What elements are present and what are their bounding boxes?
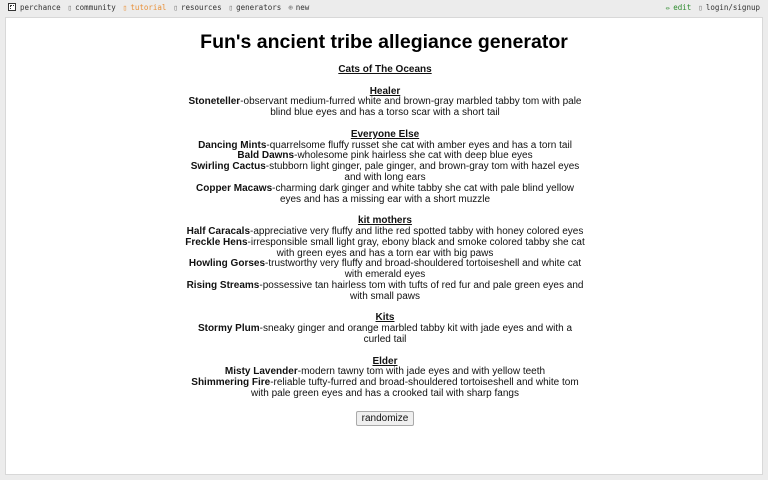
nav-left (8, 3, 309, 12)
cat-description: -quarrelsome fluffy russet she cat with amber eyes and has a torn tail (266, 139, 572, 151)
cat-entry (185, 259, 585, 281)
clan-name: Cats of The Oceans (338, 64, 432, 75)
user-icon: ▯ (698, 3, 703, 12)
cat-entry (185, 184, 585, 206)
cat-description: -sneaky ginger and orange marbled tabby kit with jade eyes and with a curled tail (259, 323, 573, 345)
cat-name: Half Caracals (186, 225, 251, 237)
pencil-icon: ✏ (665, 3, 671, 12)
rank-heading: kit mothers (358, 215, 412, 227)
cat-entry (185, 324, 585, 346)
cat-entry (185, 281, 585, 303)
cat-description: -modern tawny tom with jade eyes and with yellow teeth (297, 366, 546, 378)
rank-section (185, 313, 585, 345)
cat-name: Misty Lavender (224, 366, 298, 378)
cat-name: Rising Streams (186, 279, 260, 291)
nav-generators[interactable] (229, 3, 282, 12)
chat-icon: ▯ (67, 3, 73, 12)
nav-label: edit (673, 3, 692, 12)
cat-entry (185, 97, 585, 119)
cat-name: Bald Dawns (237, 150, 295, 162)
cat-name: Howling Gorses (188, 258, 266, 270)
nav-community[interactable] (68, 3, 116, 12)
dice-icon (8, 3, 16, 11)
cat-description: -reliable tufty-furred and broad-shouldered tortoiseshell and white tom with pale green eyes and has a crooked tail with sharp fangs (251, 377, 579, 399)
top-nav-bar (0, 0, 768, 16)
nav-label: login/signup (705, 3, 760, 12)
nav-tutorial[interactable] (123, 3, 167, 12)
cat-name: Copper Macaws (196, 182, 273, 194)
cat-name: Stormy Plum (197, 323, 260, 335)
box-icon: ▯ (173, 3, 178, 12)
rank-heading: Kits (375, 312, 395, 324)
generator-output (185, 65, 585, 426)
cat-description: -possessive tan hairless tom with tufts of red fur and pale green eyes and with small paws (259, 279, 584, 302)
nav-label: community (75, 3, 116, 12)
cat-description: -irresponsible small light gray, ebony black and smoke colored tabby she cat with green eyes and has a torn ear with big paws (247, 236, 585, 259)
nav-right (666, 3, 760, 12)
cat-description: -charming dark ginger and white tabby she cat with pale blind yellow eyes and has a missing ear with a short muzzle (272, 182, 574, 205)
rank-section (185, 130, 585, 206)
nav-label: perchance (20, 3, 61, 12)
cat-description: -wholesome pink hairless she cat with deep blue eyes (294, 150, 533, 162)
rank-heading: Elder (372, 355, 398, 367)
list-icon: ▯ (228, 3, 234, 12)
randomize-button[interactable]: randomize (356, 411, 415, 426)
book-icon: ▯ (122, 3, 128, 12)
cat-name: Dancing Mints (198, 139, 267, 151)
nav-label: new (295, 3, 310, 12)
cat-name: Freckle Hens (185, 236, 248, 248)
nav-login-signup[interactable] (698, 3, 760, 12)
page-title: Fun's ancient tribe allegiance generator (200, 31, 568, 53)
cat-name: Swirling Cactus (190, 161, 266, 173)
nav-new[interactable] (288, 3, 309, 12)
cat-name: Stoneteller (188, 96, 241, 108)
cat-description: -observant medium-furred white and brown-gray marbled tabby tom with pale blind blue eyes and has a torso scar with a short tail (240, 96, 582, 119)
generator-panel (5, 17, 763, 475)
cat-name: Shimmering Fire (191, 377, 271, 389)
nav-label: generators (236, 3, 282, 12)
cat-entry (185, 162, 585, 184)
cat-entry (185, 378, 585, 400)
rank-section (185, 87, 585, 119)
plus-circle-icon: ⊕ (288, 3, 293, 12)
nav-edit[interactable] (666, 3, 692, 12)
nav-perchance[interactable] (8, 3, 61, 12)
cat-description: -trustworthy very fluffy and broad-shouldered tortoiseshell and white cat with emerald eyes (265, 258, 582, 281)
cat-description: -stubborn light ginger, pale ginger, and brown-gray tom with hazel eyes and with long ears (265, 161, 580, 183)
rank-heading: Healer (369, 85, 401, 97)
nav-label: resources (180, 3, 222, 12)
rank-section (185, 357, 585, 400)
nav-resources[interactable] (173, 3, 221, 12)
rank-section (185, 216, 585, 302)
cat-description: -appreciative very fluffy and lithe red spotted tabby with honey colored eyes (250, 225, 584, 237)
nav-label: tutorial (130, 3, 167, 12)
cat-entry (185, 238, 585, 260)
rank-heading: Everyone Else (350, 128, 420, 140)
